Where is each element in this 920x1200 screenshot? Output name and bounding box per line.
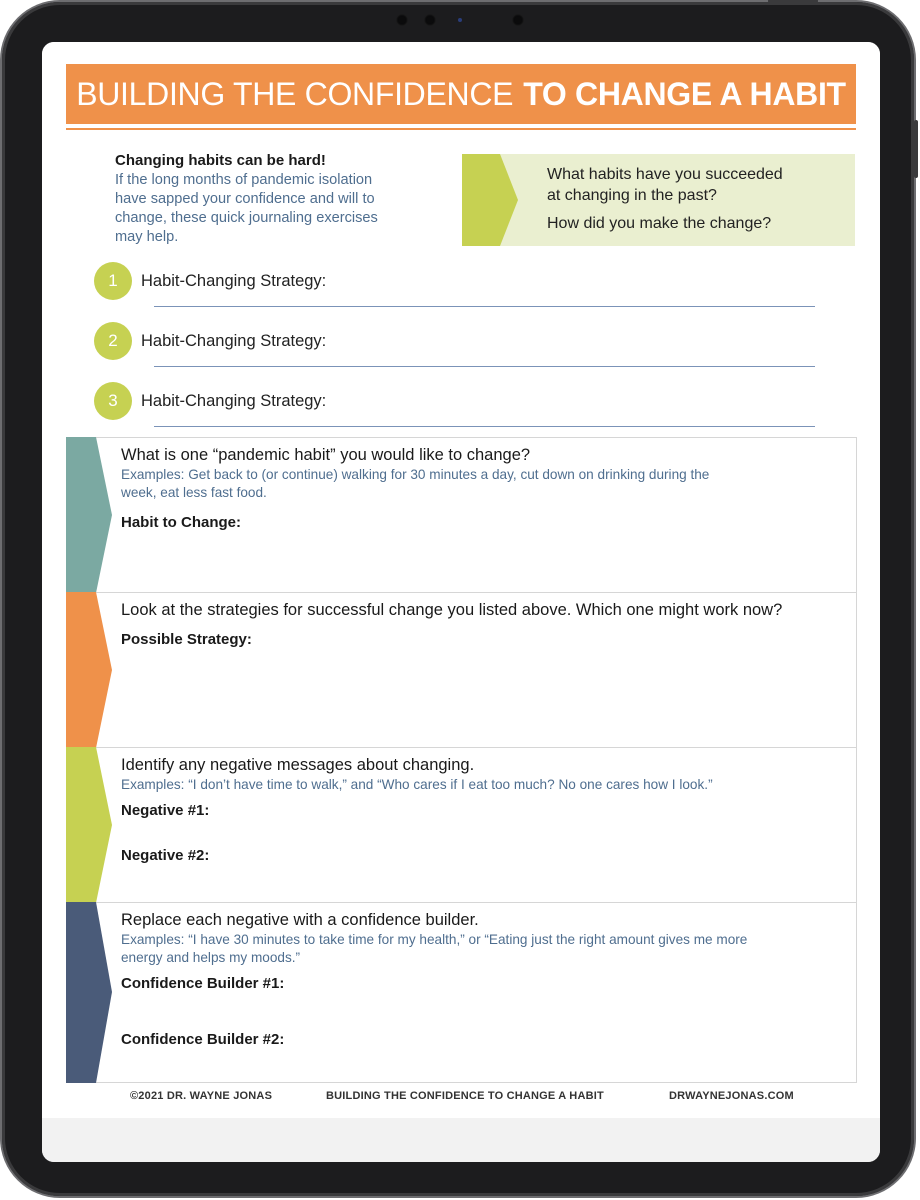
negative-1-field[interactable]: Negative #1:	[121, 802, 210, 819]
camera-array	[392, 14, 532, 28]
tablet-frame	[2, 2, 914, 1196]
section-confidence-builder	[66, 902, 857, 1083]
title-bold: TO CHANGE A HABIT	[523, 75, 846, 112]
number-badge: 2	[94, 322, 132, 360]
strategy-label: Habit-Changing Strategy:	[141, 332, 327, 350]
question-line-2: at changing in the past?	[547, 187, 717, 204]
confidence-builder-2-field[interactable]: Confidence Builder #2:	[121, 1031, 285, 1048]
intro-line: have sapped your confidence and will to	[115, 191, 375, 207]
confidence-builder-1-field[interactable]: Confidence Builder #1:	[121, 975, 285, 992]
intro-body	[115, 171, 425, 247]
power-button	[768, 0, 818, 3]
section-question: Identify any negative messages about changing.	[121, 756, 475, 774]
section-example-line: Examples: “I have 30 minutes to take time for my health,” or “Eating just the right amount gives me more	[121, 932, 748, 947]
navy-tab-icon	[66, 902, 114, 1083]
teal-tab-icon	[66, 437, 114, 593]
camera-icon	[458, 18, 462, 22]
title-underline	[66, 128, 856, 130]
question-line-1: What habits have you succeeded	[547, 166, 783, 183]
section-content	[121, 599, 848, 621]
strategy-write-line[interactable]	[154, 306, 815, 307]
intro-line: may help.	[115, 229, 179, 245]
sensor-icon	[424, 14, 436, 26]
title-light: BUILDING THE CONFIDENCE	[76, 75, 514, 112]
section-content	[121, 909, 848, 967]
section-example-line: Examples: Get back to (or continue) walking for 30 minutes a day, cut down on drinking during the	[121, 467, 710, 482]
strategy-row-2	[94, 322, 814, 372]
sensor-icon	[512, 14, 524, 26]
number-badge: 3	[94, 382, 132, 420]
section-example-line: Examples: “I don’t have time to walk,” and “Who cares if I eat too much? No one cares how I look.”	[121, 777, 713, 792]
footer-website-link[interactable]: DRWAYNEJONAS.COM	[669, 1090, 794, 1102]
viewer-bottom-bar	[42, 1118, 880, 1162]
section-possible-strategy	[66, 592, 857, 748]
worksheet-page	[42, 42, 880, 1118]
possible-strategy-field[interactable]: Possible Strategy:	[121, 631, 252, 648]
number-badge: 1	[94, 262, 132, 300]
section-negative-messages	[66, 747, 857, 903]
reflection-question-box	[462, 154, 855, 246]
intro-block	[115, 152, 425, 247]
section-example-line: energy and helps my moods.”	[121, 950, 301, 965]
sensor-icon	[396, 14, 408, 26]
section-question: Replace each negative with a confidence builder.	[121, 911, 479, 929]
orange-tab-icon	[66, 592, 114, 748]
intro-heading: Changing habits can be hard!	[115, 152, 326, 169]
section-example-line: week, eat less fast food.	[121, 485, 267, 500]
arrow-chevron-icon	[462, 154, 522, 246]
section-question: Look at the strategies for successful change you listed above. Which one might work now?	[121, 601, 783, 619]
strategy-write-line[interactable]	[154, 366, 815, 367]
lime-tab-icon	[66, 747, 114, 903]
tablet-screen	[42, 42, 880, 1162]
strategy-row-1	[94, 262, 814, 312]
section-question: What is one “pandemic habit” you would like to change?	[121, 446, 531, 464]
intro-line: If the long months of pandemic isolation	[115, 172, 373, 188]
volume-button	[914, 120, 918, 178]
intro-line: change, these quick journaling exercises	[115, 210, 378, 226]
question-line-3: How did you make the change?	[547, 215, 772, 232]
strategy-label: Habit-Changing Strategy:	[141, 272, 327, 290]
negative-2-field[interactable]: Negative #2:	[121, 847, 210, 864]
footer-title: BUILDING THE CONFIDENCE TO CHANGE A HABIT	[326, 1090, 604, 1102]
strategy-row-3	[94, 382, 814, 432]
section-content	[121, 754, 848, 794]
section-content	[121, 444, 848, 502]
title-banner	[66, 64, 856, 124]
section-pandemic-habit	[66, 437, 857, 593]
footer-copyright: ©2021 DR. WAYNE JONAS	[130, 1090, 273, 1102]
strategy-write-line[interactable]	[154, 426, 815, 427]
habit-to-change-field[interactable]: Habit to Change:	[121, 514, 241, 531]
strategy-label: Habit-Changing Strategy:	[141, 392, 327, 410]
